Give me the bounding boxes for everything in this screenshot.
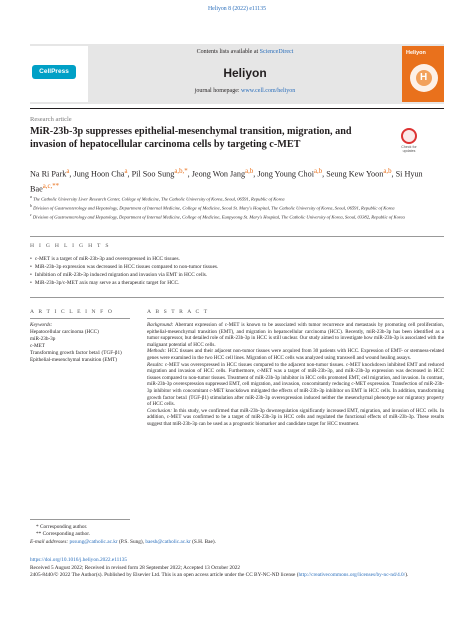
abstract-background (147, 322, 444, 348)
highlights-list (30, 255, 444, 287)
results-label: Results: (147, 361, 164, 368)
author-name[interactable]: Jeong Won Jang (191, 169, 246, 179)
header-rule (30, 108, 444, 109)
highlight-item: • Inhibition of miR-23b-3p induced migration and invasion via EMT in HCC cells. (30, 271, 444, 279)
abstract-conclusion (147, 408, 444, 428)
author-name[interactable]: Si Hyun Bae (30, 169, 423, 194)
received-dates: Received 5 August 2022; Received in revised form 28 September 2022; Accepted 13 October 2022 (30, 564, 241, 571)
author-name[interactable]: Seung Kew Yoon (326, 169, 384, 179)
affiliation-item (30, 203, 440, 212)
homepage-prefix: journal homepage: (194, 88, 242, 94)
highlights-heading: H I G H L I G H T S (30, 243, 111, 249)
author-affil-mark: a (124, 168, 128, 175)
author-name[interactable]: Jung Hoon Cha (73, 169, 125, 179)
license-link[interactable]: http://creativecommons.org/licenses/by-nc-nd/4.0/ (298, 572, 406, 579)
author-name[interactable]: Na Ri Park (30, 169, 67, 179)
homepage-link[interactable]: www.cell.com/heliyon (241, 88, 296, 94)
methods-label: Methods: (147, 348, 167, 355)
author-name[interactable]: Pil Soo Sung (131, 169, 175, 179)
divider (30, 297, 444, 298)
keyword-item: Epithelial-mesenchymal transition (EMT) (30, 356, 118, 363)
license-statement (30, 572, 444, 580)
divider (147, 318, 444, 319)
affiliation-item (30, 212, 440, 221)
affiliation-mark: a (30, 195, 32, 199)
article-info-heading: A R T I C L E I N F O (30, 309, 114, 315)
keyword-item: Hepatocellular carcinoma (HCC) (30, 328, 99, 335)
article-type: Research article (30, 116, 72, 123)
running-head: Heliyon 8 (2022) e11135 (207, 6, 266, 12)
journal-title: Heliyon (223, 66, 267, 80)
author-affil-mark: a (66, 168, 70, 175)
abstract-body (147, 322, 444, 428)
author-name[interactable]: Jong Young Choi (257, 169, 314, 179)
cover-letter: H (420, 72, 428, 83)
email-link[interactable]: baesh@catholic.ac.kr (145, 538, 191, 545)
license-text: 2405-8440/© 2022 The Author(s). Published by Elsevier Ltd. This is an open access article under the CC BY-NC-ND license ( (30, 572, 299, 579)
divider (30, 318, 130, 319)
keyword-item: miR-23b-3p (30, 335, 56, 342)
email-label: E-mail addresses: (30, 538, 69, 545)
footnote-corresponding (30, 524, 444, 531)
contents-prefix: Contents lists available at (196, 49, 260, 55)
affiliations (30, 194, 440, 220)
affiliation-item (30, 194, 440, 203)
author-affil-mark: a,c,** (42, 182, 60, 190)
affiliation-text: Division of Gastroenterology and Hepatology, Department of Internal Medicine, College of Medicine, Eunpyeong St. Mary's Hospital, The Catholic University of Korea, Seoul, 03382, Republic of Korea (32, 214, 405, 220)
homepage-line (90, 88, 400, 94)
footnote-corresponding (30, 531, 444, 538)
footnote-mark: * (36, 524, 39, 530)
footnote-text: Corresponding author. (39, 524, 88, 530)
results-text: c-MET was overexpressed in HCC tissues compared to the adjacent non-tumor tissues. c-MET knockdown inhibited EMT and reduced migration and invasion of HCC cells. Furthermore, c-MET was a target of miR-23b-3p, and miR-23b-3p expression was decreased in HCC tissues compared to non-tumor tissues. Treatment of miR-23b-3p inhibitor in HCC cells promoted EMT, cell migration, and invasion. In contrast, miR-23b-3p overexpression suppressed EMT, cell migration, and invasion, concomitantly reducing c-MET expression. Transfection of miR-23b-3p inhibitor with concomitant c-MET knockdown mitigated the effects of miR-23b-3p inhibitor on EMT in HCC cells. In addition, transforming growth factor beta1 (TGF-β1) stimulation after miR-23b-3p overexpression induced neither the mesenchymal phenotype nor migratory property of HCC cells. (147, 361, 444, 408)
abstract-methods (147, 348, 444, 361)
affiliation-mark: b (30, 203, 32, 208)
article-title: MiR-23b-3p suppresses epithelial-mesenchymal transition, migration, and invasion of hepatocellular carcinoma cells by targeting c-MET (30, 126, 352, 150)
sciencedirect-link[interactable]: ScienceDirect (259, 49, 294, 55)
author-affil-mark: a,b,* (174, 168, 188, 175)
license-text-end: ). (405, 572, 409, 579)
doi-link[interactable]: https://doi.org/10.1016/j.heliyon.2022.e11135 (30, 557, 128, 563)
methods-text: HCC tissues and their adjacent non-tumor tissues were acquired from 30 patients with HCC. Expression of EMT- or stemness-related genes were examined in the two HCC cell lines. Migration of HCC cells was analyzed using transwell and wound healing assays. (147, 348, 444, 361)
keywords-heading: Keywords: (30, 322, 53, 328)
author-affil-mark: a,b (313, 168, 323, 175)
background-label: Background: (147, 322, 174, 328)
footnote-mark: ** (36, 531, 42, 538)
email-owner: (P.S. Sung), (118, 538, 145, 545)
abstract-heading: A B S T R A C T (147, 309, 209, 315)
footnote-text: Corresponding author. (42, 531, 90, 538)
journal-cover-image (402, 46, 444, 102)
footnote-rule (30, 519, 130, 520)
author-affil-mark: a,b (245, 168, 254, 175)
keyword-item: c-MET (30, 342, 45, 349)
conclusion-label: Conclusion: (147, 407, 172, 414)
doi-block (30, 557, 444, 580)
highlight-item: • c-MET is a target of miR-23b-3p and overexpressed in HCC tissues. (30, 255, 444, 263)
highlight-item: • MiR-23b-3p/c-MET axis may serve as a therapeutic target for HCC. (30, 279, 444, 287)
footnotes (30, 524, 444, 546)
abstract-results (147, 362, 444, 408)
affiliation-text: Division of Gastroenterology and Hepatology, Department of Internal Medicine, College of Medicine, Seoul St. Mary's Hospital, The Catholic University of Korea, Seoul, 06591, Republic of Korea (33, 205, 395, 211)
conclusion-text: In this study, we confirmed that miR-23b-3p downregulation significantly increased EMT, migration, and invasion of HCC cells. In addition, c-MET was confirmed to be a target of miR-23b-3p in HCC cells and regulated the functional effects of miR-23b-3p. These results suggest that miR-23b-3p can be used as a prognostic biomarker and candidate target for HCC treatment. (147, 407, 444, 427)
author-affil-mark: a,b (383, 168, 392, 175)
email-link[interactable]: pssung@catholic.ac.kr (69, 538, 118, 545)
keyword-item: Transforming growth factor beta1 (TGF-β1) (30, 349, 122, 356)
contents-line (90, 49, 400, 55)
affiliation-text: The Catholic University Liver Research Center, College of Medicine, The Catholic University of Korea, Seoul, 06591, Republic of Korea (33, 196, 285, 202)
footnote-emails (30, 539, 444, 546)
cover-title: Heliyon (406, 50, 426, 56)
divider (30, 236, 444, 237)
affiliation-mark: c (30, 212, 32, 217)
highlight-item: • MiR-23b-3p expression was decreased in HCC tissues compared to non-tumor tissues. (30, 263, 444, 271)
cellpress-logo[interactable]: CellPress (32, 65, 76, 79)
check-updates-label: Check for updates (401, 145, 417, 153)
check-updates-icon (401, 128, 417, 144)
email-owner: (S.H. Bae). (192, 538, 216, 545)
check-for-updates-button[interactable] (398, 128, 420, 154)
background-text: Aberrant expression of c-MET is known to be associated with tumor recurrence and metastasis by promoting cell proliferation, epithelial-mesenchymal transition (EMT), and migration in hepatocellular carcinoma (HCC). Recently, miR-23b-3p has been identified as a tumor suppressor, but detailed role of miR-23b-3p in HCC is still unclear. Our study aimed to investigate how miR-23b-3p is associated with the malignant potential of HCC cells. (147, 322, 444, 348)
keywords-block (30, 322, 142, 363)
author-list: Na Ri Park$^a$, Jung Hoon Cha$^a$, Pil Soo Sung$^{a,b,*}$, Jeong Won Jang$^{a,b}$, Jong Young Choi$^{a,b}$, Seung Kew Yoon$^{a,b}$, Si Hyun Bae$^{a,c,**}$ (30, 168, 423, 194)
